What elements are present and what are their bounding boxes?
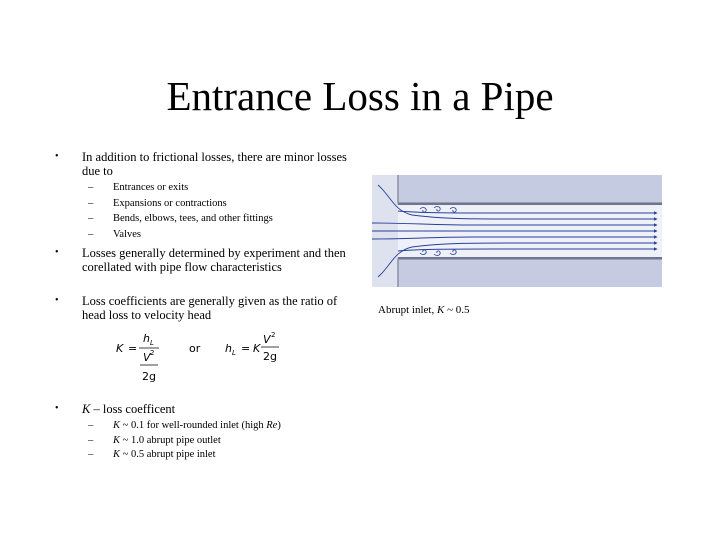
bullet-text: Losses generally determined by experiment and then corellated with pipe flow characteristics: [82, 246, 346, 274]
dash-marker: –: [88, 420, 94, 431]
dash-marker: –: [88, 449, 94, 460]
sub-item-text: Expansions or contractions: [113, 197, 227, 209]
formula-2g: 2g: [142, 370, 156, 383]
formula-hl-sub: L: [150, 339, 154, 347]
dash-marker: –: [88, 197, 94, 209]
formula-v-sq-2: 2: [271, 331, 276, 339]
slide-title: Entrance Loss in a Pipe: [166, 73, 554, 119]
bullet-marker: •: [55, 247, 59, 258]
sub-item-text: Entrances or exits: [113, 182, 189, 193]
upper-wall: [398, 175, 662, 203]
formula-equals-2: =: [241, 342, 251, 355]
lower-wall: [398, 259, 662, 287]
sub-list-loss-sources: [88, 180, 273, 242]
formula-equals: =: [128, 342, 138, 355]
bullet-experimental: [55, 246, 352, 274]
formula-v-sq: 2: [150, 349, 155, 357]
caption-suffix: ~ 0.5: [444, 304, 470, 316]
formula-k: K: [116, 342, 124, 355]
loss-coefficient-formula: [113, 330, 288, 386]
sub-item: [88, 434, 281, 449]
dash-marker: –: [88, 228, 94, 240]
dash-marker: –: [88, 434, 94, 446]
formula-or: or: [189, 342, 201, 355]
bullet-k-symbol: K: [82, 402, 91, 416]
formula-graphic: [113, 330, 288, 386]
bullet-text: In addition to frictional losses, there are minor losses due to: [82, 150, 347, 178]
re-symbol: Re: [266, 420, 278, 431]
k-symbol: K: [113, 420, 121, 431]
bullet-text: Loss coefficients are generally given as the ratio of head loss to velocity head: [82, 294, 338, 322]
k-symbol: K: [113, 434, 121, 446]
caption-k-symbol: K: [436, 304, 445, 316]
formula-v: V: [143, 351, 151, 364]
abrupt-inlet-diagram: [372, 175, 662, 292]
bullet-marker: •: [55, 151, 59, 162]
sub-item: [88, 180, 273, 196]
formula-k-2: K: [253, 342, 261, 355]
bullet-loss-coefficients: [55, 294, 352, 322]
sub-item-text: Bends, elbows, tees, and other fittings: [113, 213, 273, 224]
formula-hl-2: h: [225, 342, 232, 355]
formula-v-2: V: [263, 333, 271, 346]
sub-item-text: ~ 0.1 for well-rounded inlet (high: [120, 420, 267, 431]
sub-list-k-values: [88, 419, 281, 463]
diagram-caption: [378, 304, 470, 316]
bullet-k-loss-coefficient: [55, 402, 352, 416]
dash-marker: –: [88, 182, 94, 193]
caption-prefix: Abrupt inlet,: [378, 304, 437, 316]
sub-item: [88, 448, 281, 463]
sub-item: [88, 419, 281, 434]
formula-2g-2: 2g: [263, 350, 277, 363]
bullet-marker: •: [55, 295, 59, 306]
bullet-minor-losses: [55, 150, 352, 178]
sub-item-text: Valves: [113, 228, 141, 240]
k-symbol: K: [113, 449, 121, 460]
dash-marker: –: [88, 213, 94, 224]
sub-item: [88, 227, 273, 243]
sub-item: [88, 211, 273, 227]
sub-item-text: ~ 0.5 abrupt pipe inlet: [120, 449, 216, 460]
sub-item: [88, 196, 273, 212]
formula-hl-2-sub: L: [232, 349, 236, 357]
sub-item-text: ~ 1.0 abrupt pipe outlet: [120, 434, 221, 446]
bullet-text: – loss coefficent: [93, 402, 176, 416]
bullet-marker: •: [55, 403, 59, 414]
sub-item-end: ): [277, 420, 281, 431]
formula-hl: h: [143, 332, 150, 345]
pipe-flow-illustration: [372, 175, 662, 287]
